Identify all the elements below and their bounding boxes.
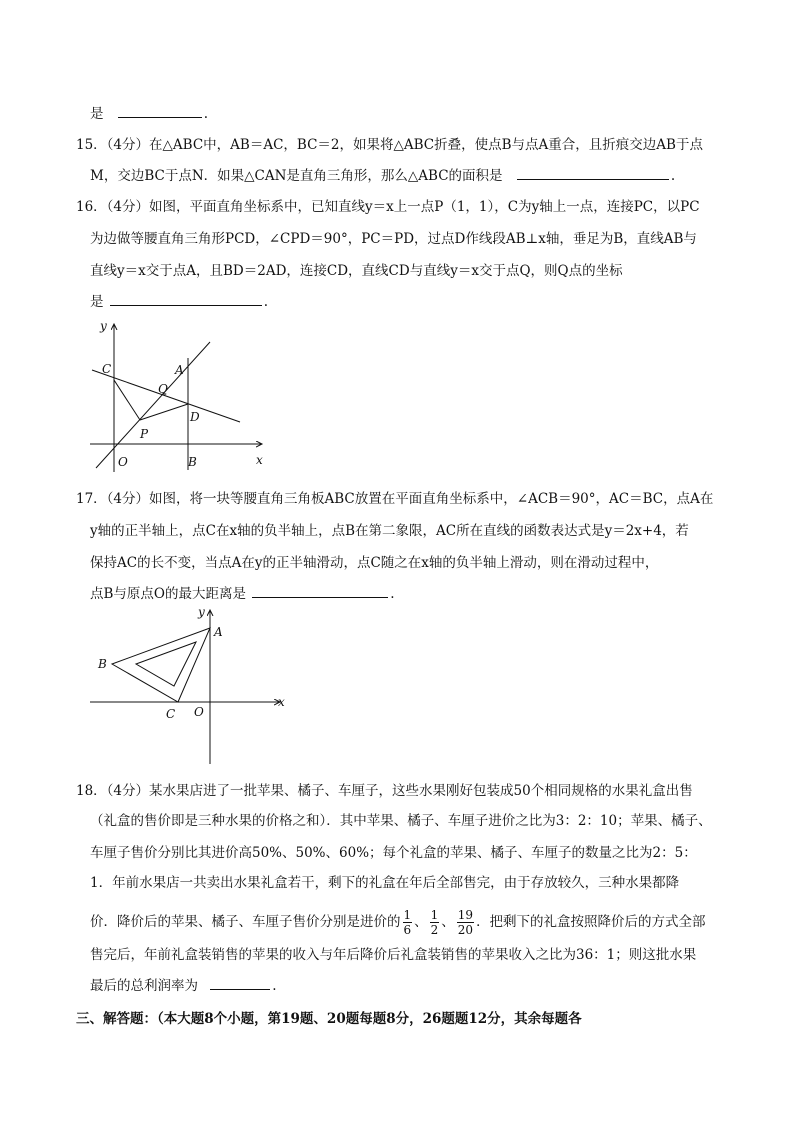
q16-label-b: B <box>188 455 197 469</box>
q16-line1: 16．（4分）如图，平面直角坐标系中，已知直线y＝x上一点P（1，1），C为y轴上一点，连接PC，以PC <box>76 199 700 215</box>
q18-line3: 车厘子售价分别比其进价高50%、50%、60%；每个礼盒的苹果、橘子、车厘子的数量之比为2：5： <box>90 845 697 861</box>
q17-triangle-outer <box>112 628 210 702</box>
q18-line7-text: 最后的总利润率为 <box>90 978 198 994</box>
q18-line7 <box>90 976 277 995</box>
q17-label-o: O <box>194 705 204 719</box>
q15-line2 <box>90 166 675 185</box>
q16-label-c: C <box>102 362 112 376</box>
q18-answer-blank[interactable] <box>210 976 270 990</box>
q16-label-q: Q <box>158 382 168 396</box>
q17-line2: y轴的正半轴上，点C在x轴的负半轴上，点B在第二象限，AC所在直线的函数表达式是y＝2x+4，若 <box>90 523 689 539</box>
q16-figure <box>86 318 268 478</box>
q17-end: . <box>390 586 395 602</box>
q18-line5-pre: 价．降价后的苹果、橘子、车厘子售价分别是进价的 <box>90 914 401 930</box>
section3-heading: 三、解答题：（本大题8个小题，第19题、20题每题8分，26题题12分，其余每题各 <box>76 1011 582 1027</box>
q16-answer-blank[interactable] <box>110 292 262 306</box>
q18-line1: 18．（4分）某水果店进了一批苹果、橘子、车厘子，这些水果刚好包装成50个相同规格的水果礼盒出售 <box>76 783 693 799</box>
q16-label-p: P <box>140 427 149 441</box>
q14-tail <box>90 104 208 123</box>
q18-fraction-2: $\frac{1}{2}$ <box>430 908 439 937</box>
q14-answer-blank[interactable] <box>118 104 202 118</box>
q16-line4-text: 是 <box>90 294 104 310</box>
q18-line5-post: ．把剩下的礼盒按照降价后的方式全部 <box>476 914 706 930</box>
q18-fraction-1: $\frac{1}{6}$ <box>403 908 412 937</box>
q18-fraction-3: $\frac{19}{20}$ <box>457 908 474 937</box>
q17-label-c: C <box>166 707 176 721</box>
q15-line1: 15．（4分）在△ABC中，AB＝AC，BC＝2，如果将△ABC折叠，使点B与点A重合，且折痕交边AB于点 <box>76 137 703 153</box>
q17-line4-text: 点B与原点O的最大距离是 <box>90 586 246 602</box>
q16-label-x: x <box>256 453 263 467</box>
q18-line6: 售完后，年前礼盒装销售的苹果的收入与年后降价后礼盒装销售的苹果收入之比为36：1；则这批水果 <box>90 947 697 963</box>
q17-label-a: A <box>214 625 223 639</box>
q17-figure <box>88 606 292 768</box>
q17-line4 <box>90 584 395 603</box>
q16-end: . <box>263 294 269 310</box>
q17-label-x: x <box>278 695 285 709</box>
q18-end: . <box>272 978 277 994</box>
q17-triangle-inner <box>136 642 196 686</box>
q16-label-o: O <box>118 455 128 469</box>
q16-label-d: D <box>190 410 200 424</box>
q16-line3: 直线y＝x交于点A，且BD＝2AD，连接CD，直线CD与直线y＝x交于点Q，则Q点的坐标 <box>90 263 623 279</box>
q14-tail-text: 是 <box>90 106 104 122</box>
q17-line1: 17．（4分）如图，将一块等腰直角三角板ABC放置在平面直角坐标系中，∠ACB＝90°，AC＝BC，点A在 <box>76 491 714 507</box>
q18-line2: （礼盒的售价即是三种水果的价格之和）．其中苹果、橘子、车厘子进价之比为3：2：10；苹果、橘子、 <box>90 813 712 829</box>
q16-label-y: y <box>100 319 107 333</box>
q14-end: . <box>203 106 209 122</box>
q15-end: . <box>670 168 676 184</box>
q17-answer-blank[interactable] <box>252 584 388 598</box>
q16-label-a: A <box>175 363 184 377</box>
q15-answer-blank[interactable] <box>517 166 669 180</box>
q15-line2-text: M，交边BC于点N．如果△CAN是直角三角形，那么△ABC的面积是 <box>90 168 503 184</box>
q17-label-y: y <box>198 606 205 619</box>
q18-line5: 价．降价后的苹果、橘子、车厘子售价分别是进价的 $\frac{1}{6}$ 、 $\frac{1}{2}$ 、 $\frac{19}{20}$ ．把剩下的礼盒按照降价后的方式全部 <box>90 908 706 937</box>
q16-line4 <box>90 292 268 311</box>
q18-line4: 1．年前水果店一共卖出水果礼盒若干，剩下的礼盒在年后全部售完，由于存放较久，三种水果都降 <box>90 875 680 891</box>
q17-line3: 保持AC的长不变，当点A在y的正半轴滑动，点C随之在x轴的负半轴上滑动，则在滑动过程中， <box>90 555 659 571</box>
q17-label-b: B <box>98 657 107 671</box>
q16-line2: 为边做等腰直角三角形PCD，∠CPD＝90°，PC＝PD，过点D作线段AB⊥x轴，垂足为B，直线AB与 <box>90 231 697 247</box>
